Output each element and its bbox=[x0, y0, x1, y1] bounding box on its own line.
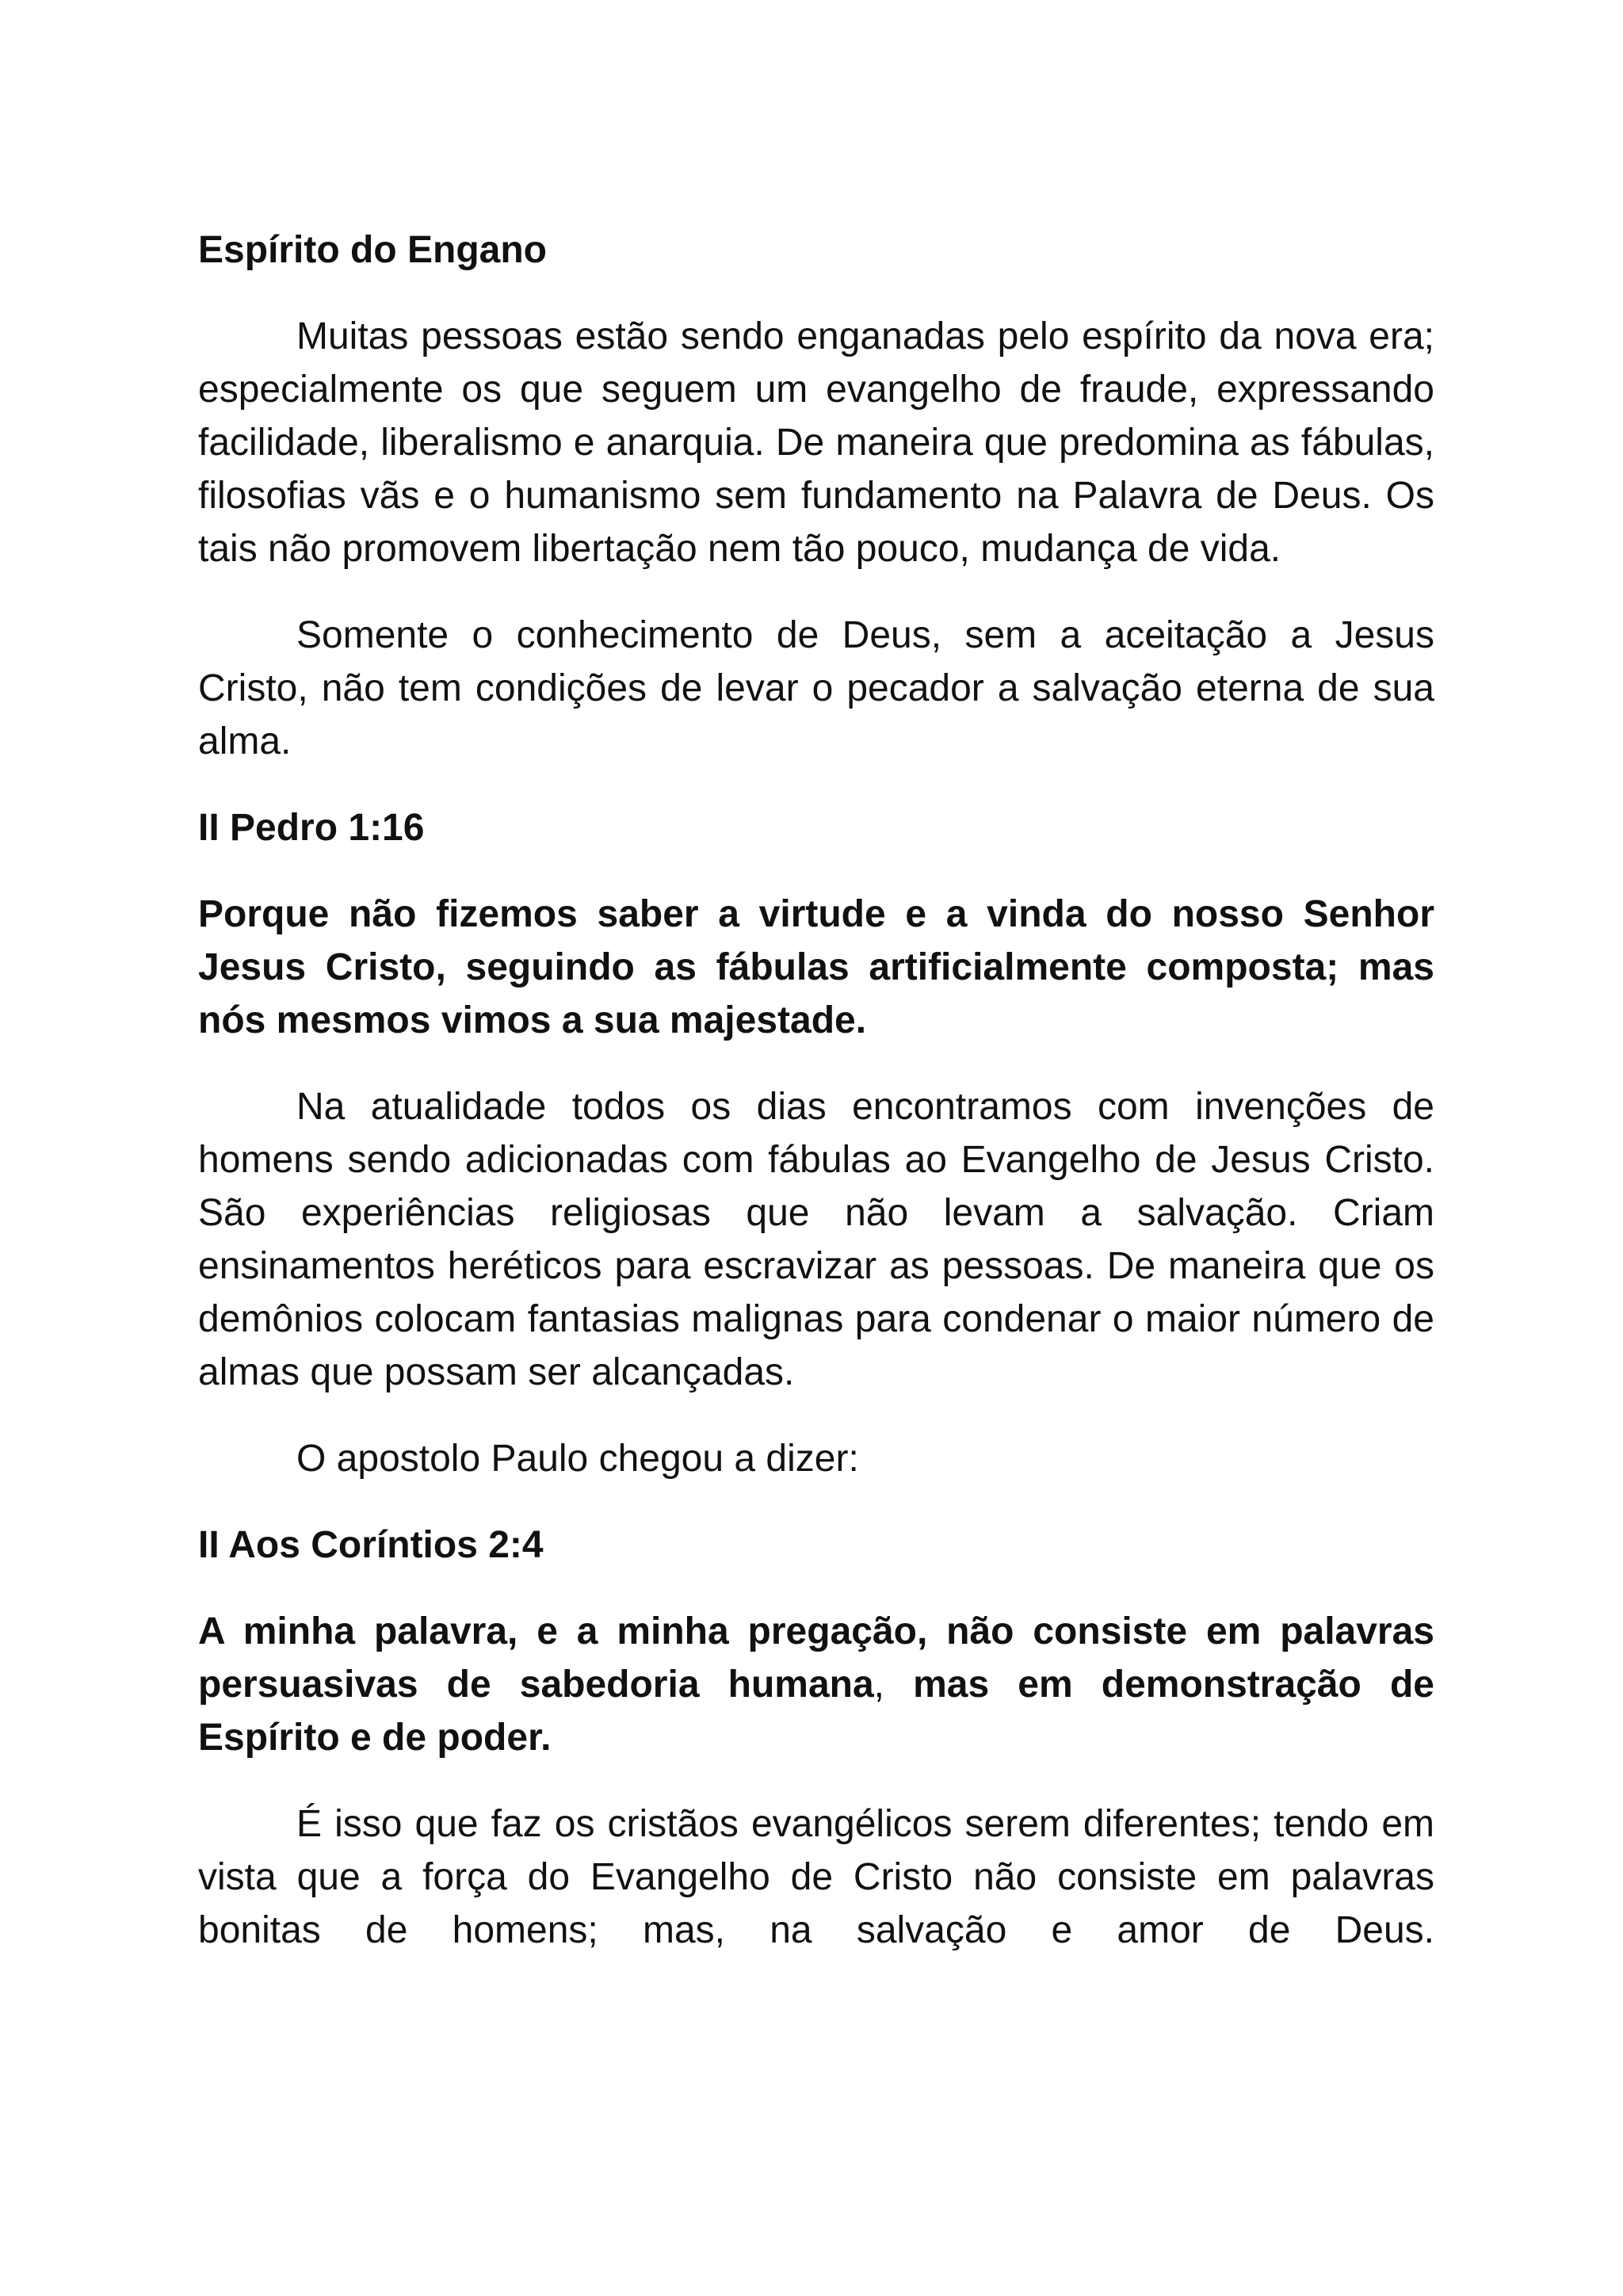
bible-verse-2-comma: , bbox=[873, 1664, 884, 1706]
bible-reference-1: II Pedro 1:16 bbox=[198, 807, 425, 849]
paragraph-4: O apostolo Paulo chegou a dizer: bbox=[296, 1438, 859, 1480]
paragraph-3: Na atualidade todos os dias encontramos com invenções de homens sendo adicionadas com fábulas ao Evangelho de Jesus Cristo. São experiências religiosas que não levam a salvação. Criam ensinamentos heréticos para escravizar as pessoas. De maneira que os demônios colocam fantasias malignas para condenar o maior número de almas que possam ser alcançadas. bbox=[198, 1086, 1434, 1393]
paragraph-1: Muitas pessoas estão sendo enganadas pelo espírito da nova era; especialmente os que seguem um evangelho de fraude, expressando facilidade, liberalismo e anarquia. De maneira que predomina as fábulas, filosofias vãs e o humanismo sem fundamento na Palavra de Deus. Os tais não promovem libertação nem tão pouco, mudança de vida. bbox=[198, 315, 1434, 570]
paragraph-2: Somente o conhecimento de Deus, sem a aceitação a Jesus Cristo, não tem condições de levar o pecador a salvação eterna de sua alma. bbox=[198, 614, 1434, 762]
document-page bbox=[198, 223, 1434, 1990]
document-title: Espírito do Engano bbox=[198, 229, 547, 271]
bible-reference-2: II Aos Coríntios 2:4 bbox=[198, 1524, 544, 1566]
bible-verse-2-part-2: mas em demonstração de Espírito e de poder. bbox=[198, 1664, 1434, 1759]
bible-verse-2 bbox=[198, 1605, 1434, 1764]
bible-verse-2-part-1: A minha palavra, e a minha pregação, não consiste em palavras persuasivas de sabedoria humana bbox=[198, 1610, 1434, 1706]
bible-verse-1: Porque não fizemos saber a virtude e a vinda do nosso Senhor Jesus Cristo, seguindo as fábulas artificialmente composta; mas nós mesmos vimos a sua majestade. bbox=[198, 893, 1434, 1041]
paragraph-5: É isso que faz os cristãos evangélicos serem diferentes; tendo em vista que a força do Evangelho de Cristo não consiste em palavras bonitas de homens; mas, na salvação e amor de Deus. bbox=[198, 1803, 1434, 1951]
